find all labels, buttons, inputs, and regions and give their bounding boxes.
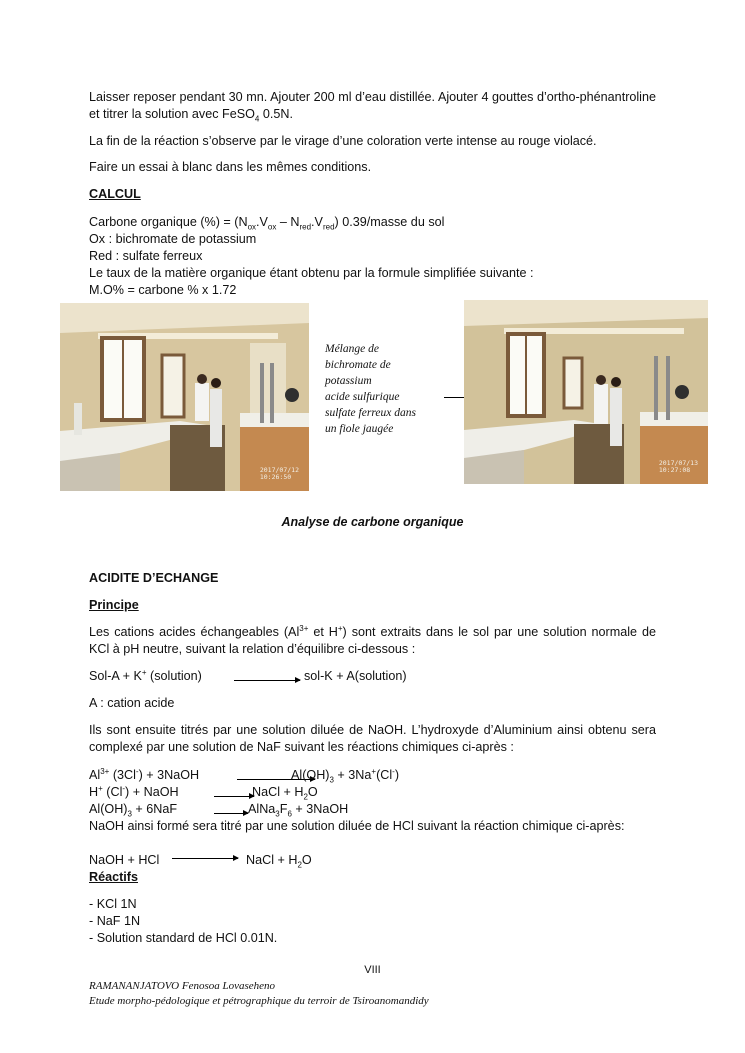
titration-paragraph: Ils sont ensuite titrés par une solution diluée de NaOH. L’hydroxyde d’Aluminium ainsi obtenu sera complexé par une solution de NaF suivant les réactions chimiques ci-après : [89, 723, 656, 754]
reaction-3-left: $Al(OH)_3 + 6NaF$ [89, 802, 178, 819]
reactif-item: - Solution standard de HCl 0.01N. [89, 931, 278, 945]
calcul-heading: CALCUL [89, 187, 141, 201]
naoh-paragraph: NaOH ainsi formé sera titré par une solution diluée de HCl suivant la réaction chimique ci-après: [89, 819, 625, 833]
cation-definition: A : cation acide [89, 696, 175, 710]
reaction-1-left: $Al^{3+}$ (3Cl-) + 3NaOH [89, 766, 200, 782]
lab-photo-left [60, 303, 309, 491]
principe-paragraph: Les cations acides échangeables ($Al^{3+}$ et H+) sont extraits dans le sol par une solution normale de KCl à pH neutre, suivant la relation d’équilibre ci-dessous : [89, 623, 656, 656]
intro-paragraph-3: Faire un essai à blanc dans les mêmes conditions. [89, 160, 372, 174]
red-definition: Red : sulfate ferreux [89, 249, 203, 263]
annotation-line: sulfate ferreux dans [325, 407, 416, 419]
lab-photo-right [464, 300, 708, 484]
taux-text: Le taux de la matière organique étant obtenu par la formule simplifiée suivante : [89, 266, 534, 280]
reactif-item: - NaF 1N [89, 914, 141, 928]
carbon-formula: Carbone organique (%) = $(N_{ox}.V_{ox} - N_{red}.V_{red})$ 0.39/masse du sol [89, 215, 445, 232]
reaction-4-right: NaCl + $H_2O$ [246, 853, 312, 870]
reaction-4-left: NaOH + HCl [89, 853, 160, 867]
mo-formula: M.O% = carbone % x 1.72 [89, 283, 237, 297]
reaction-arrow [214, 796, 254, 797]
page-number: VIII [364, 964, 381, 976]
right-photo-timestamp: 2017/07/13 10:27:08 [658, 459, 698, 474]
reaction-3-right: $AlNa_3F_6$ + 3NaOH [248, 802, 349, 819]
annotation-line: Mélange de [325, 343, 379, 355]
intro-paragraph-2: La fin de la réaction s’observe par le virage d’une coloration verte intense au rouge violacé. [89, 134, 597, 148]
left-photo-timestamp: 2017/07/12 10:26:50 [259, 466, 299, 481]
annotation-line: potassium [325, 375, 372, 387]
reactif-item: - KCl 1N [89, 897, 137, 911]
reaction-2-left: H+ (Cl-) + NaOH [89, 783, 179, 799]
annotation-line: bichromate de [325, 359, 391, 371]
figure-caption: Analyse de carbone organique [281, 515, 464, 529]
footer-title: Etude morpho-pédologique et pétrographique du terroir de Tsiroanomandidy [89, 995, 429, 1007]
reactifs-heading: Réactifs [89, 870, 138, 884]
footer-author: RAMANANJATOVO Fenosoa Lovaseheno [89, 980, 276, 992]
intro-paragraph-1: Laisser reposer pendant 30 mn. Ajouter 200 ml d’eau distillée. Ajouter 4 gouttes d’ortho-phénantroline et titrer la solution avec FeSO$_4$ 0.5N. [89, 90, 656, 124]
principe-heading: Principe [89, 598, 139, 612]
reaction-2-right: NaCl + $H_2O$ [252, 785, 318, 802]
reaction-arrow [172, 858, 238, 859]
equilibrium-left: Sol-A + K+ (solution) [89, 667, 202, 683]
ox-definition: Ox : bichromate de potassium [89, 232, 257, 246]
annotation-line: un fiole jaugée [325, 423, 394, 435]
annotation-line: acide sulfurique [325, 391, 400, 403]
equilibrium-right: sol-K + A(solution) [304, 669, 407, 683]
reaction-1-right: $Al(OH)_3 + 3Na^+(Cl^-)$ [291, 766, 400, 785]
photo-annotation [325, 341, 416, 437]
acidite-heading: ACIDITE D’ECHANGE [89, 571, 219, 585]
reaction-arrow [234, 680, 300, 681]
reaction-arrow [214, 813, 248, 814]
